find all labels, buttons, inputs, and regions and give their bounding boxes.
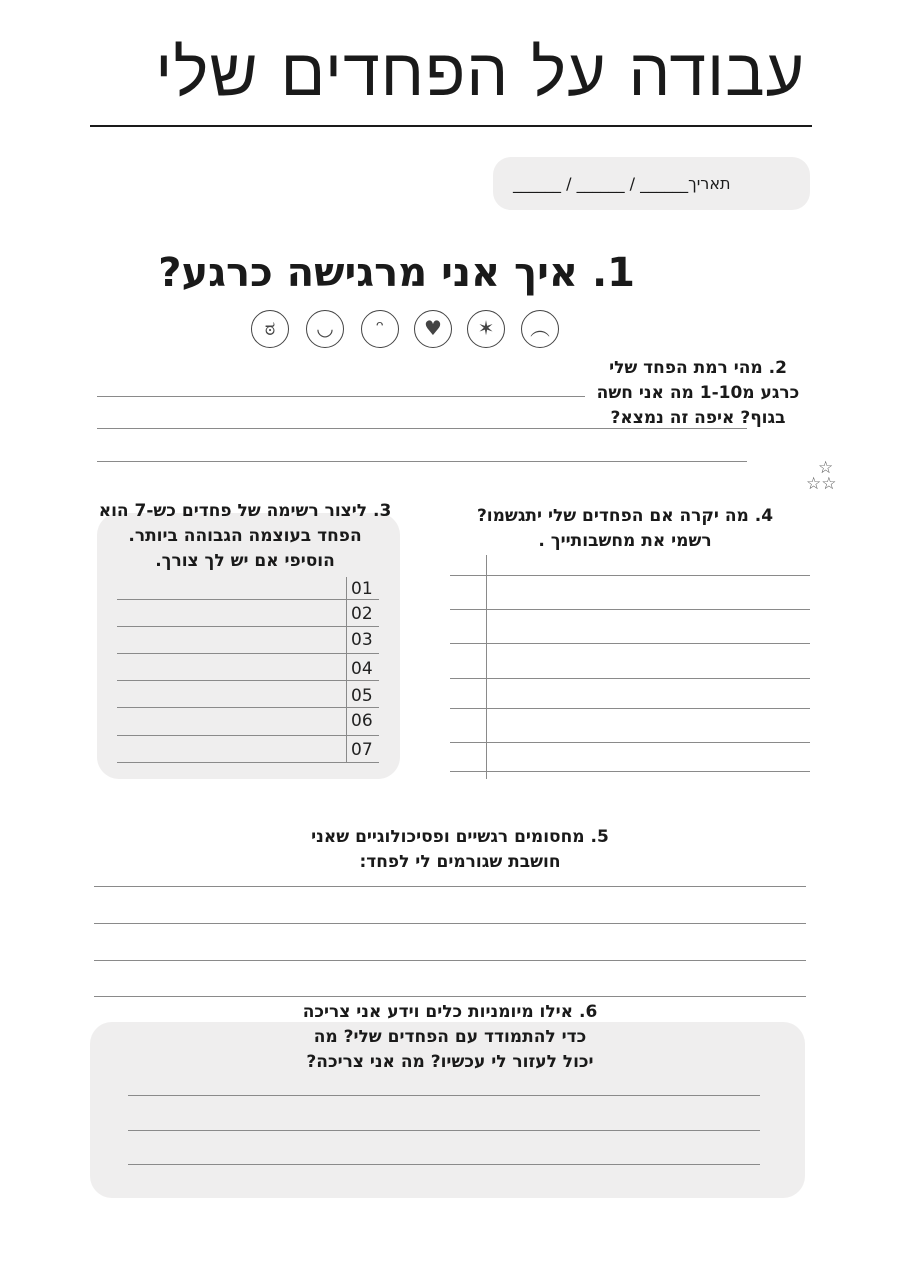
q6-answer-line[interactable] bbox=[128, 1164, 760, 1165]
q5-line1: 5. מחסומים רגשיים ופסיכולוגיים שאני bbox=[311, 827, 609, 847]
q2-line3: בגוף? איפה זה נמצא? bbox=[610, 408, 786, 428]
q5-answer-line[interactable] bbox=[94, 960, 806, 961]
q6-answer-line[interactable] bbox=[128, 1095, 760, 1096]
q5-answer-line[interactable] bbox=[94, 923, 806, 924]
q4-line2: רשמי את מחשבותייך . bbox=[538, 531, 712, 551]
q3-line3: הוסיפי אם יש לך צורך. bbox=[155, 551, 335, 571]
list-number: 03 bbox=[351, 630, 373, 650]
q3-list-line[interactable] bbox=[117, 653, 379, 654]
q4-answer-line[interactable] bbox=[450, 643, 810, 644]
q2-line2: כרגע מ1-10 מה אני חשה bbox=[596, 383, 800, 403]
q6-line3: יכול לעזור לי עכשיו? מה אני צריכה? bbox=[306, 1052, 594, 1072]
page-title: עבודה על הפחדים שלי bbox=[155, 34, 805, 111]
q2-answer-line[interactable] bbox=[97, 396, 585, 397]
q3-line1: 3. ליצור רשימה של פחדים כש-7 הוא bbox=[98, 501, 392, 521]
q3-text bbox=[95, 499, 395, 574]
list-number: 02 bbox=[351, 604, 373, 624]
q4-text bbox=[445, 504, 805, 554]
q3-list-line[interactable] bbox=[117, 762, 379, 763]
q4-line1: 4. מה יקרה אם הפחדים שלי יתגשמו? bbox=[476, 506, 774, 526]
q5-answer-line[interactable] bbox=[94, 996, 806, 997]
tongue-face-icon[interactable]: ᵔ bbox=[361, 310, 399, 348]
q4-answer-line[interactable] bbox=[450, 575, 810, 576]
sad-face-icon[interactable]: ︵ bbox=[521, 310, 559, 348]
q4-answer-line[interactable] bbox=[450, 742, 810, 743]
date-field[interactable]: ______ / ______ / ______תאריך bbox=[513, 174, 731, 193]
q4-answer-line[interactable] bbox=[450, 771, 810, 772]
list-number: 07 bbox=[351, 740, 373, 760]
q5-text bbox=[250, 825, 670, 875]
smile-face-icon[interactable]: ◡ bbox=[306, 310, 344, 348]
q3-list-line[interactable] bbox=[117, 626, 379, 627]
star-eyes-face-icon[interactable]: ✶ bbox=[467, 310, 505, 348]
q6-text bbox=[280, 1000, 620, 1075]
list-number: 05 bbox=[351, 686, 373, 706]
q4-answer-line[interactable] bbox=[450, 708, 810, 709]
q4-margin-line bbox=[486, 555, 487, 779]
q3-line2: הפחד בעוצמה הגבוהה ביותר. bbox=[128, 526, 362, 546]
q2-line1: 2. מהי רמת הפחד שלי bbox=[609, 358, 787, 378]
mood-faces bbox=[251, 310, 561, 352]
list-number: 06 bbox=[351, 711, 373, 731]
q6-answer-line[interactable] bbox=[128, 1130, 760, 1131]
heart-eyes-face-icon[interactable]: ♥ bbox=[414, 310, 452, 348]
q5-answer-line[interactable] bbox=[94, 886, 806, 887]
q2-text bbox=[578, 356, 818, 431]
angry-face-icon[interactable]: ಠ bbox=[251, 310, 289, 348]
q6-line2: כדי להתמודד עם הפחדים שלי? מה bbox=[313, 1027, 587, 1047]
q3-list-line[interactable] bbox=[117, 680, 379, 681]
q3-list-line[interactable] bbox=[117, 599, 379, 600]
q2-answer-line[interactable] bbox=[97, 461, 747, 462]
q3-list-line[interactable] bbox=[117, 707, 379, 708]
stars-icon: ☆ ☆☆ bbox=[806, 458, 837, 494]
q4-answer-line[interactable] bbox=[450, 678, 810, 679]
list-number: 01 bbox=[351, 579, 373, 599]
list-number: 04 bbox=[351, 659, 373, 679]
q3-list-line[interactable] bbox=[117, 735, 379, 736]
q1-title: 1. איך אני מרגישה כרגע? bbox=[158, 250, 635, 296]
title-divider bbox=[90, 125, 812, 127]
q6-line1: 6. אילו מיומניות כלים וידע אני צריכה bbox=[302, 1002, 598, 1022]
q4-answer-line[interactable] bbox=[450, 609, 810, 610]
q5-line2: חושבת שגורמים לי לפחד: bbox=[359, 852, 561, 872]
q2-answer-line[interactable] bbox=[97, 428, 747, 429]
